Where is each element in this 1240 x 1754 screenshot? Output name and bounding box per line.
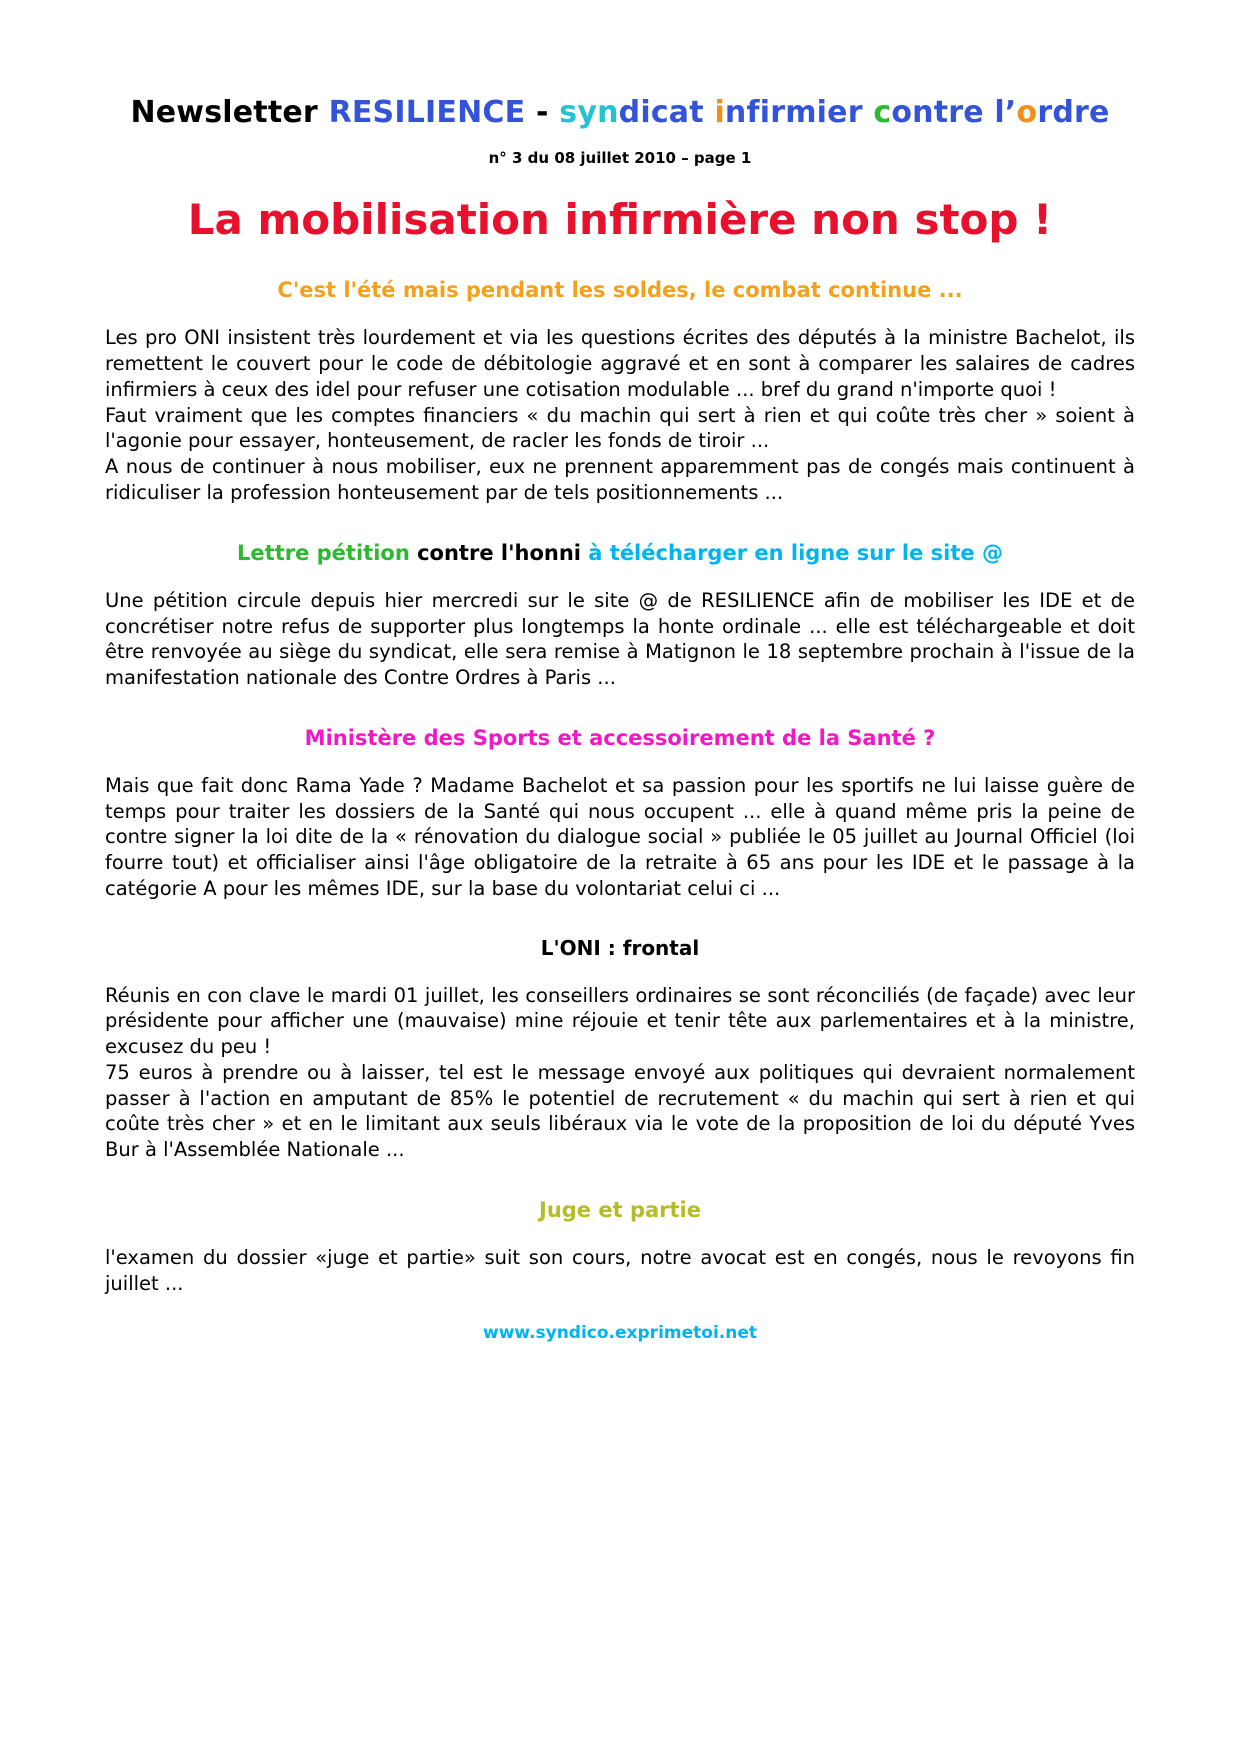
footer-website-link[interactable]: www.syndico.exprimetoi.net <box>483 1322 757 1343</box>
section-title-ete: C'est l'été mais pendant les soldes, le combat continue ... <box>277 278 963 303</box>
paragraph-ete-3: A nous de continuer à nous mobiliser, eux ne prennent apparemment pas de congés mais continuent à ridiculiser la profession honteusement par de tels positionnements ... <box>105 455 1135 504</box>
issue-line: n° 3 du 08 juillet 2010 – page 1 <box>488 149 752 167</box>
masthead-part-nfirmier: nfirmier <box>724 95 874 130</box>
section-title-petition-part2: contre l'honni <box>417 540 589 565</box>
paragraph-ete-1: Les pro ONI insistent très lourdement et via les questions écrites des députés à la ministre Bachelot, ils remettent le couvert pour le code de débitologie aggravé et en sont à comparer les salaires de cadres infirmiers à ceux des idel pour refuser une cotisation modulable ... bref du grand n'importe quoi ! <box>105 326 1135 401</box>
paragraph-oni-1: Réunis en con clave le mardi 01 juillet, les conseillers ordinaires se sont réconciliés (de façade) avec leur présidente pour afficher une (mauvaise) mine réjouie et tenir tête aux parlementaires et à la ministre, excusez du peu ! <box>105 983 1135 1059</box>
masthead-part-i: i <box>714 95 725 130</box>
masthead-part-syn: syn <box>559 95 619 130</box>
section-title-oni: L'ONI : frontal <box>540 935 700 960</box>
section-title-petition-part3: à télécharger en ligne sur le site @ <box>588 540 1003 565</box>
masthead-part-dicat: dicat <box>618 95 715 130</box>
paragraph-ete-2: Faut vraiment que les comptes financiers « du machin qui sert à rien et qui coûte très cher » soient à l'agonie pour essayer, honteusement, de racler les fonds de tiroir ... <box>105 403 1135 453</box>
paragraph-petition-1: Une pétition circule depuis hier mercredi sur le site @ de RESILIENCE afin de mobiliser les IDE et de concrétiser notre refus de supporter plus longtemps la honte ordinale ... elle est téléchargeable et doit être renvoyée au siège du syndicat, elle sera remise à Matignon le 18 septembre prochain à l'issue de la manifestation nationale des Contre Ordres à Paris ... <box>105 588 1135 690</box>
masthead-part-newsletter: Newsletter <box>130 95 329 130</box>
section-title-juge: Juge et partie <box>539 1197 701 1222</box>
masthead-part-o: o <box>1016 95 1038 130</box>
section-title-petition-part1: Lettre pétition <box>237 540 418 565</box>
paragraph-sports-1: Mais que fait donc Rama Yade ? Madame Bachelot et sa passion pour les sportifs ne lui laisse guère de temps pour traiter les dossiers de la Santé qui nous occupent ... elle à quand même pris la peine de contre signer la loi dite de la « rénovation du dialogue social » publiée le 05 juillet au Journal Officiel (loi fourre tout) et officialiser ainsi l'âge obligatoire de la retraite à 65 ans pour les IDE et le passage à la catégorie A pour les mêmes IDE, sur la base du volontariat celui ci ... <box>105 774 1135 900</box>
paragraph-oni-2: 75 euros à prendre ou à laisser, tel est le message envoyé aux politiques qui devraient normalement passer à l'action en amputant de 85% le potentiel de recrutement « du machin qui sert à rien et qui coûte très cher » et en le limitant aux seuls libéraux via le vote de la proposition de loi du député Yves Bur à l'Assemblée Nationale ... <box>105 1060 1135 1162</box>
masthead-part-resilience: RESILIENCE <box>328 95 526 130</box>
masthead-title <box>105 95 1135 131</box>
section-title-petition <box>105 540 1135 566</box>
masthead-part-ontre: ontre l’ <box>891 95 1017 130</box>
masthead-part-separator: - <box>525 95 560 130</box>
masthead-part-rdre: rdre <box>1037 95 1110 130</box>
page-title: La mobilisation infirmière non stop ! <box>187 195 1053 244</box>
masthead-part-c: c <box>873 95 892 130</box>
section-title-sports: Ministère des Sports et accessoirement de la Santé ? <box>304 725 936 750</box>
paragraph-juge-1: l'examen du dossier «juge et partie» suit son cours, notre avocat est en congés, nous le revoyons fin juillet ... <box>105 1246 1135 1295</box>
